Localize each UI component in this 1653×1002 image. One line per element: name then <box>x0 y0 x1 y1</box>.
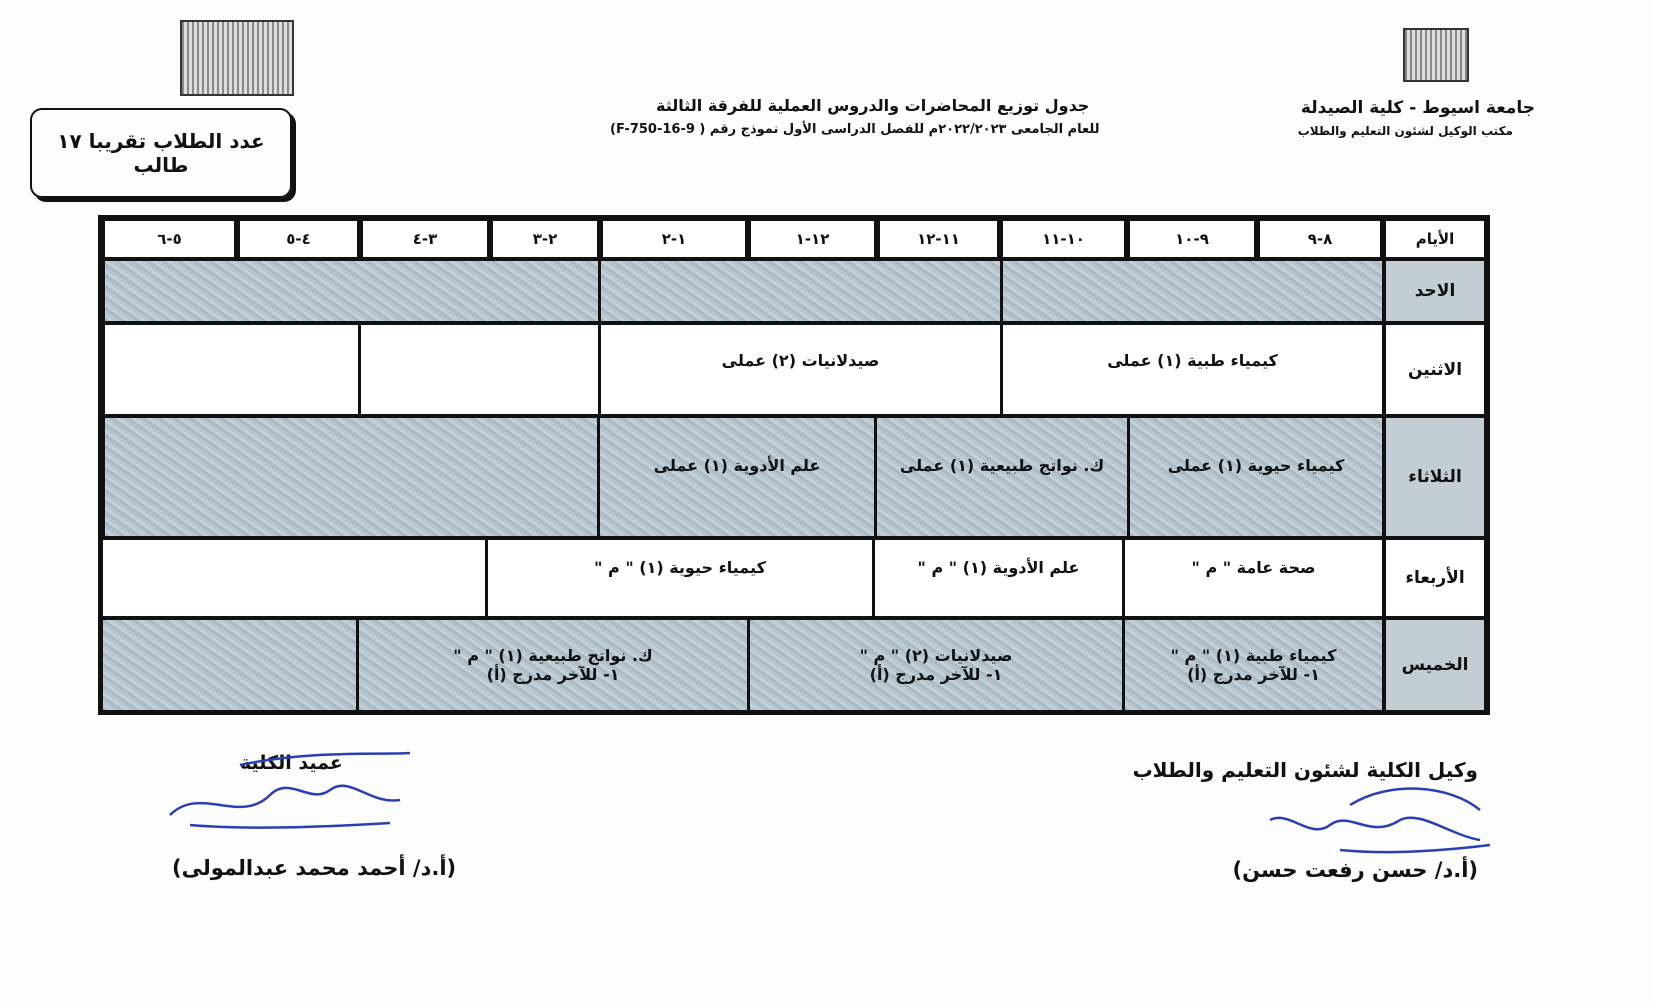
course-note: ١- للآخر مدرج (أ) <box>869 665 1003 684</box>
dean-name: (أ.د/ أحمد محمد عبدالمولى) <box>172 856 457 880</box>
days-header: الأيام <box>1383 218 1487 260</box>
slot-header: ٢-٣ <box>490 218 600 260</box>
schedule-cell <box>100 537 488 619</box>
schedule-cell <box>747 617 1125 713</box>
slot-header: ١١-١٢ <box>877 218 1000 260</box>
office-name: مكتب الوكيل لشئون التعليم والطلاب <box>1297 124 1513 138</box>
vice-dean-signature <box>1250 780 1500 870</box>
schedule-cell <box>102 322 361 417</box>
dean-title: عميد الكلية <box>240 752 343 774</box>
slot-header: ٩-١٠ <box>1127 218 1257 260</box>
slot-header: ٣-٤ <box>360 218 490 260</box>
student-count-unit: طالب <box>133 153 189 177</box>
day-wednesday: الأربعاء <box>1383 537 1487 619</box>
university-logo <box>1403 28 1469 82</box>
course-note: ١- للآخر مدرج (أ) <box>486 665 620 684</box>
vice-dean-name: (أ.د/ حسن رفعت حسن) <box>1232 858 1478 882</box>
day-tuesday: الثلاثاء <box>1383 415 1487 539</box>
slot-header: ٤-٥ <box>237 218 360 260</box>
schedule-cell <box>356 617 750 713</box>
student-count-text: عدد الطلاب تقريبا ١٧ <box>57 129 265 153</box>
day-thursday: الخميس <box>1383 617 1487 713</box>
schedule-cell <box>100 617 359 713</box>
slot-header: ١٢-١ <box>748 218 877 260</box>
faculty-logo <box>180 20 294 96</box>
schedule-cell <box>1122 617 1385 713</box>
course-name: كيمياء طبية (١) " م " <box>1170 646 1337 665</box>
course-name: ك. نواتج طبيعية (١) " م " <box>453 646 653 665</box>
course-note: ١- للآخر مدرج (أ) <box>1187 665 1320 684</box>
schedule-cell <box>598 258 1003 324</box>
schedule-cell: صيدلانيات (٢) عملى <box>598 322 1003 417</box>
student-count-box <box>30 108 292 198</box>
schedule-cell: كيمياء حيوية (١) عملى <box>1127 415 1385 539</box>
schedule-cell: كيمياء طبية (١) عملى <box>1000 322 1385 417</box>
day-monday: الاثنين <box>1383 322 1487 417</box>
slot-header: ١٠-١١ <box>1000 218 1127 260</box>
document-subtitle: للعام الجامعى ٢٠٢٢/٢٠٢٣م للفصل الدراسى الأول نموذج رقم ( F-750-16-9) <box>610 122 1100 137</box>
day-sunday: الاحد <box>1383 258 1487 324</box>
schedule-cell <box>1000 258 1385 324</box>
slot-header: ١-٢ <box>600 218 748 260</box>
dean-signature <box>160 745 430 840</box>
university-name: جامعة اسيوط - كلية الصيدلة <box>1300 98 1535 118</box>
schedule-cell <box>358 322 601 417</box>
slot-header: ٨-٩ <box>1257 218 1383 260</box>
slot-header: ٥-٦ <box>102 218 237 260</box>
vice-dean-title: وكيل الكلية لشئون التعليم والطلاب <box>1132 758 1478 782</box>
schedule-cell: علم الأدوية (١) عملى <box>597 415 877 539</box>
schedule-cell <box>102 258 601 324</box>
schedule-cell: صحة عامة " م " <box>1122 537 1385 619</box>
course-name: صيدلانيات (٢) " م " <box>859 646 1013 665</box>
schedule-cell: كيمياء حيوية (١) " م " <box>485 537 875 619</box>
schedule-cell: علم الأدوية (١) " م " <box>872 537 1125 619</box>
document-title: جدول توزيع المحاضرات والدروس العملية للفرقة الثالثة <box>656 96 1090 115</box>
schedule-cell <box>102 415 600 539</box>
schedule-cell: ك. نواتج طبيعية (١) عملى <box>874 415 1130 539</box>
